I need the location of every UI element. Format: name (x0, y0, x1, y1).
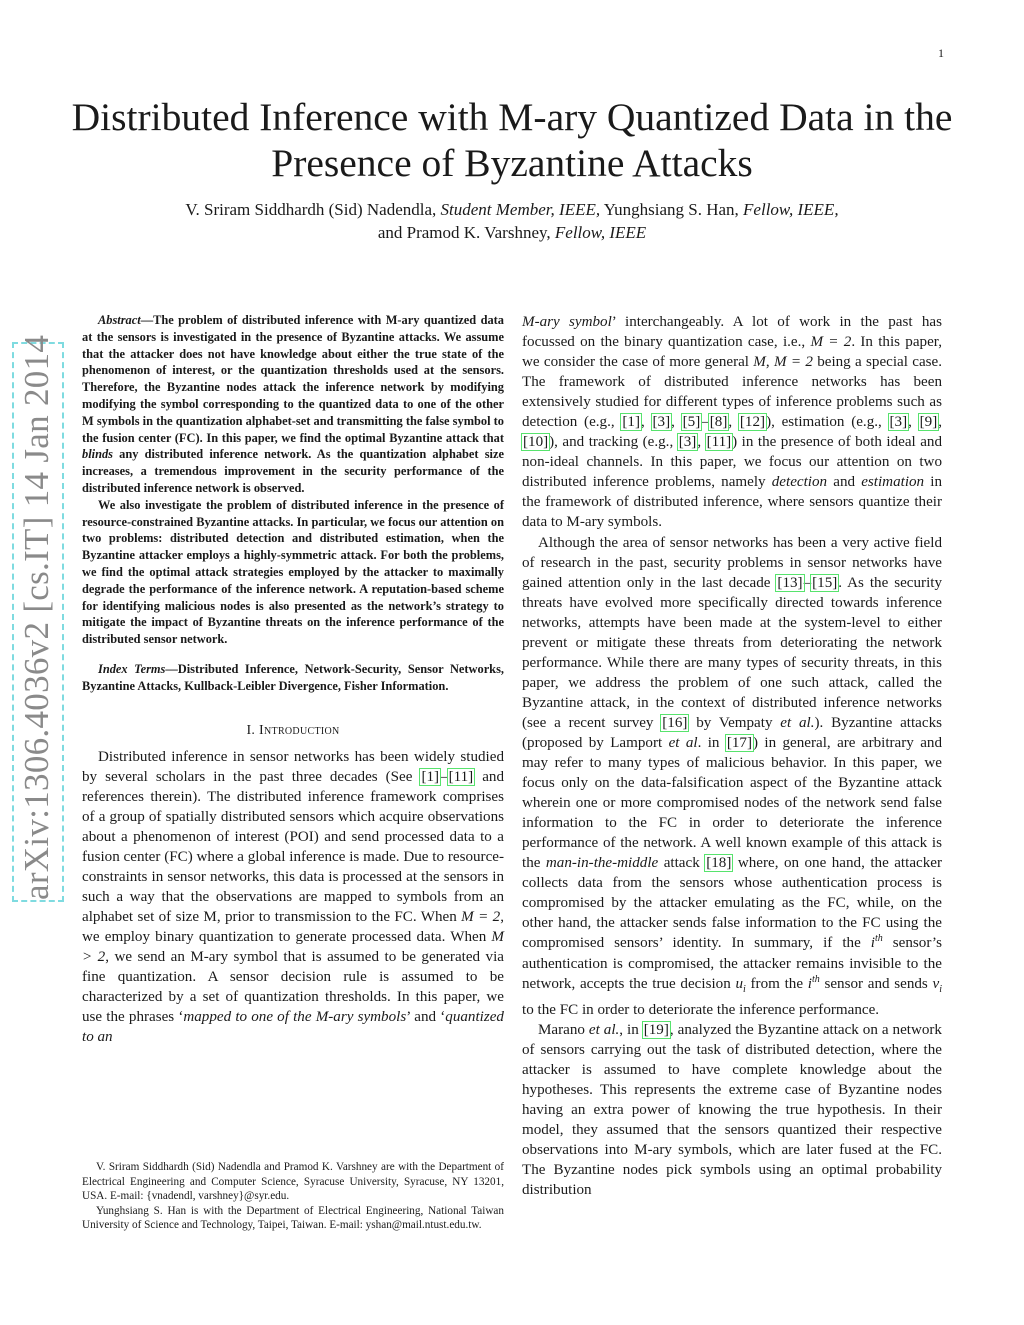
citation-link[interactable]: [16] (662, 714, 688, 731)
abstract-paragraph-1: Abstract—The problem of distributed inference with M-ary quantized data at the sensors is investigated in the presence of Byzantine attacks. We assume that the attacker does not have knowledge about either the true state of the phenomenon of interest, or the quantization thresholds used at the sensors. Therefore, the Byzantine nodes attack the inference network by modifying modifying the symbol corresponding to the quantized data to one of the other M symbols in the quantization alphabet-set and transmitting the false symbol to the fusion center (FC). In this paper, we find the optimal Byzantine attack that blinds any distributed inference network. As the quantization alphabet size increases, a tremendous improvement in the security performance of the distributed inference network is observed. (82, 313, 504, 495)
footnote-1: V. Sriram Siddhardh (Sid) Nadendla and Pramod K. Varshney are with the Department of Electrical Engineering and Computer Science, Syracuse University, Syracuse, NY 13201, USA. E-mail: {vnadendl, varshney}@syr.edu. (82, 1161, 504, 1203)
left-column (82, 312, 504, 1047)
math-superscript: th (811, 973, 820, 985)
abstract (82, 312, 504, 648)
index-terms-label: Index Terms (98, 661, 166, 676)
author-1-name: V. Sriram Siddhardh (Sid) Nadendla, (185, 200, 437, 219)
citation-link[interactable]: [18] (706, 855, 732, 872)
footnotes (82, 1160, 504, 1233)
math-subscript: i (939, 983, 943, 995)
paper-title: Distributed Inference with M-ary Quantized Data in the Presence of Byzantine Attacks (71, 95, 953, 185)
author-3-name: and Pramod K. Varshney, (377, 223, 551, 242)
citation-link[interactable]: [8] (709, 414, 728, 431)
citation-link[interactable]: [19] (643, 1021, 669, 1038)
citation-link[interactable]: [10] (523, 434, 549, 451)
footnote-2: Yunghsiang S. Han is with the Department of Electrical Engineering, National Taiwan University of Science and Technology, Taipei, Taiwan. E-mail: yshan@mail.ntust.edu.tw. (82, 1204, 504, 1232)
citation-link[interactable]: [11] (706, 434, 732, 451)
math-superscript: th (875, 933, 883, 945)
page-number: 1 (938, 46, 944, 60)
citation-link[interactable]: [9] (919, 414, 938, 431)
math-inline: i (807, 975, 812, 992)
citation-link[interactable]: [12] (739, 414, 766, 431)
citation-link[interactable]: [5] (682, 414, 701, 431)
citation-link[interactable]: [3] (678, 434, 697, 451)
citation-link[interactable]: [1] (421, 768, 440, 785)
citation-link[interactable]: [11] (448, 768, 474, 785)
citation-link[interactable]: [1] (622, 414, 640, 431)
arxiv-stamp[interactable]: arXiv:1306.4036v2 [cs.IT] 14 Jan 2014 (12, 342, 64, 902)
math-inline: M (753, 354, 766, 371)
math-inline: M = 2 (461, 908, 501, 925)
math-inline: M > 2 (82, 929, 504, 966)
math-inline: M = 2 (773, 354, 813, 371)
author-3-role: Fellow, IEEE (554, 223, 647, 242)
author-1-role: Student Member, IEEE, (440, 200, 601, 219)
abstract-paragraph-2: We also investigate the problem of distributed inference in the presence of resource-constrained Byzantine attacks. In particular, we focus our attention on two problems: distributed detection and distributed estimation, when the Byzantine attacker employs a highly-symmetric attack. For both the problems, we find the optimal attack strategies employed by the attacker to maximally degrade the performance of the inference network. A reputation-based scheme for identifying malicious nodes is also presented as the network’s strategy to mitigate the impact of Byzantine threats on the inference performance of the distributed sensor network. (82, 497, 504, 647)
math-inline: M = 2 (810, 334, 852, 351)
math-inline: i (870, 935, 875, 952)
author-block (100, 198, 924, 244)
intro-paragraph-2: M-ary symbol’ interchangeably. A lot of work in the past has focussed on the binary quantization case, i.e., M = 2. In this paper, we consider the case of more general M, M = 2 being a special case. The framework of distributed inference networks has been extensively studied for different types of inference problems such as detection (e.g., [1], [3], [5]–[8], [12]), estimation (e.g., [3], [9], [10]), and tracking (e.g., [3], [11]) in the presence of both ideal and non-ideal channels. In this paper, we focus our attention on two distributed inference problems, namely detection and estimation in the framework of distributed inference, where sensors quantize their data to M-ary symbols. (522, 314, 943, 531)
citation-link[interactable]: [3] (889, 414, 908, 431)
math-inline: v (932, 975, 940, 992)
citation-link[interactable]: [17] (726, 734, 752, 751)
citation-link[interactable]: [3] (652, 414, 671, 431)
abstract-label: Abstract (98, 313, 141, 327)
section-title: Introduction (259, 722, 340, 738)
section-heading (82, 721, 504, 741)
intro-paragraph-4: Marano et al., in [19], analyzed the Byzantine attack on a network of sensors carrying out the task of distributed detection, where the attacker is assumed to have complete knowledge about the hypotheses. This represents the extreme case of Byzantine nodes having an extra power of knowing the true hypothesis. In their model, they assumed that the sensors quantized their respective observations into M-ary symbols, which are later fused at the FC. The Byzantine nodes pick symbols using an optimal probability distribution (522, 1021, 942, 1199)
math-subscript: i (743, 983, 746, 995)
intro-paragraph-1: Distributed inference in sensor networks has been widely studied by several scholars in the past three decades (See [1]–[11] and references therein). The distributed inference framework comprises of a group of spatially distributed sensors which acquire observations about a phenomenon of interest (POI) and send processed data to a fusion center (FC) where a global inference is made. Due to resource-constraints in sensor networks, this data is processed at the sensors in such a way that the observations are mapped to symbols from an alphabet set of size M, prior to transmission to the FC. When M = 2, we employ binary quantization to generate processed data. When M > 2, we send an M-ary symbol that is assumed to be generated via fine quantization. A sensor decision rule is assumed to be characterized by a set of quantization thresholds. In this paper, we use the phrases ‘mapped to one of the M-ary symbols’ and ‘quantized to an (82, 748, 505, 1046)
intro-paragraph-3: Although the area of sensor networks has been a very active field of research in the past, security problems in sensor networks have gained attention only in the last decade [13]–[15]. As the security threats have evolved more specifically directed towards inference networks, attempts have been made at the system-level to either prevent or mitigate these threats from deteriorating the network performance. While there are many types of security threats, in this paper, we address the problem of one such attack, called the Byzantine attack, in the context of distributed inference networks (see a recent survey [16] by Vempaty et al.). Byzantine attacks (proposed by Lamport et al. in [17]) in general, are arbitrary and may refer to many types of malicious behavior. In this paper, we focus only on the data-falsification aspect of the Byzantine attack wherein one or more compromised nodes of the network send false information to the FC in order to deteriorate the inference performance of the network. A well known example of this attack is the man-in-the-middle attack [18] where, on one hand, the attacker collects data from the sensors whose authentication process is compromised by the attacker emulating as the FC, while, on the other hand, the attacker sends false information to the FC using the compromised sensors’ identity. In summary, if the $i^{th}$ sensor’s authentication is compromised, the attacker remains invisible to the network, accepts the true decision $u_i$ from the $i^{th}$ sensor and sends $v_i$ to the FC in order to deteriorate the inference performance. (522, 534, 943, 1018)
right-column (522, 312, 942, 1200)
citation-link[interactable]: [15] (812, 574, 838, 591)
author-2-role: Fellow, IEEE, (743, 200, 839, 219)
section-number: I. (246, 722, 256, 738)
math-inline: u (735, 975, 744, 992)
index-terms: Index Terms—Distributed Inference, Network-Security, Sensor Networks, Byzantine Attacks, Kullback-Leibler Divergence, Fisher Information. (82, 661, 504, 693)
citation-link[interactable]: [13] (777, 574, 803, 591)
author-2-name: Yunghsiang S. Han, (603, 200, 739, 219)
